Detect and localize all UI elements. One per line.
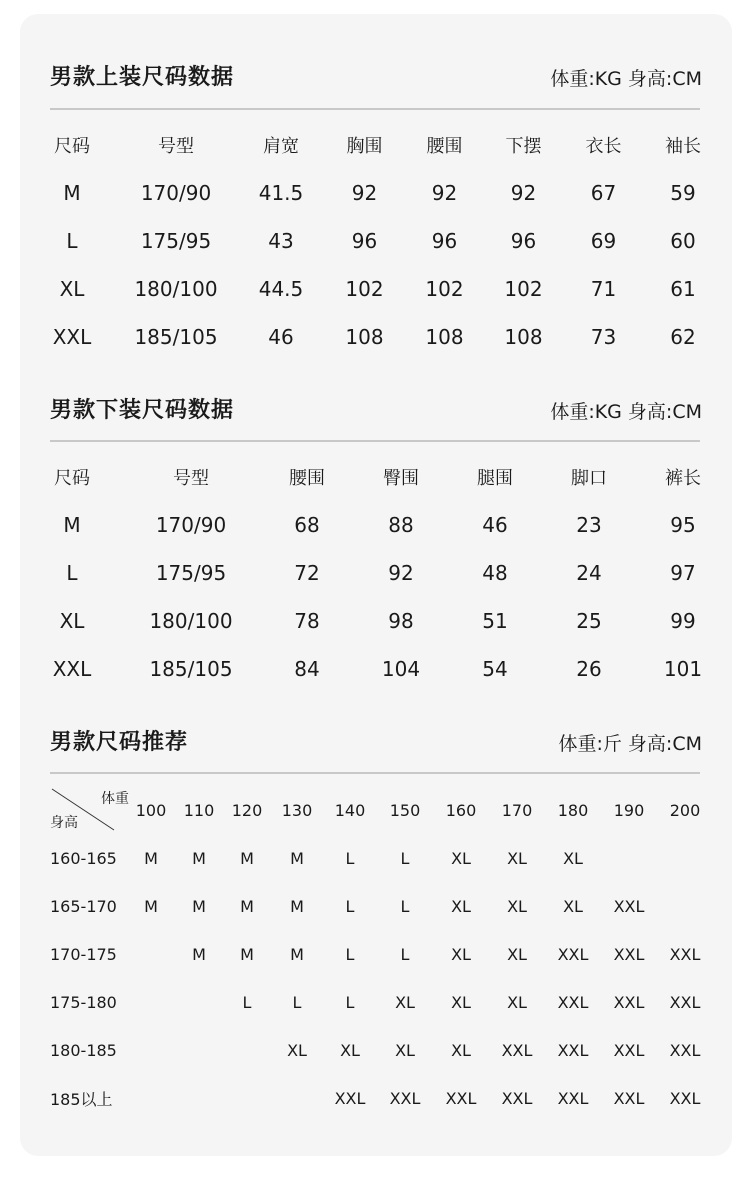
table-cell: 102 (345, 277, 384, 301)
table-cell: 104 (381, 657, 421, 681)
table-cell: 24 (576, 561, 602, 585)
height-range-label: 175-180 (50, 992, 117, 1012)
table-cell: 175/95 (155, 561, 227, 585)
tops-divider (50, 108, 700, 110)
size-cell: XXL (613, 992, 645, 1012)
table-cell: 92 (431, 181, 458, 205)
table-cell: 92 (351, 181, 378, 205)
table-cell: 68 (294, 513, 320, 537)
column-header: 腰围 (426, 136, 463, 157)
size-cell: XL (340, 1040, 360, 1060)
table-cell: 26 (576, 657, 602, 681)
table-row (32, 1026, 722, 1074)
table-row (32, 265, 722, 313)
table-cell: XXL (52, 657, 92, 681)
table-cell: 170/90 (140, 181, 212, 205)
size-cell: XXL (334, 1088, 366, 1108)
table-row (32, 549, 722, 597)
table-cell: 54 (482, 657, 508, 681)
table-cell: 92 (388, 561, 414, 585)
size-cell: M (290, 848, 304, 868)
size-cell: XL (563, 896, 583, 916)
size-cell: XXL (669, 992, 701, 1012)
weight-header: 170 (501, 800, 533, 820)
weight-header: 150 (389, 800, 421, 820)
table-cell: 102 (504, 277, 543, 301)
table-row (32, 978, 722, 1026)
size-cell: XXL (557, 992, 589, 1012)
weight-header: 180 (557, 800, 589, 820)
table-cell: 78 (294, 609, 320, 633)
bottoms-size-table (32, 453, 722, 693)
table-cell: M (63, 513, 81, 537)
table-cell: 170/90 (155, 513, 227, 537)
weight-header-row (32, 786, 722, 834)
table-cell: 84 (294, 657, 320, 681)
size-cell: XL (451, 896, 471, 916)
size-cell: XL (395, 1040, 415, 1060)
table-row (32, 645, 722, 693)
size-cell: L (345, 848, 355, 868)
size-cell: XXL (389, 1088, 421, 1108)
table-cell: 95 (670, 513, 696, 537)
recommend-unit-note: 体重:斤 身高:CM (558, 733, 702, 755)
table-cell: XXL (52, 325, 92, 349)
column-header: 下摆 (505, 136, 542, 157)
recommend-section-title: 男款尺码推荐 (50, 730, 189, 755)
size-cell: L (345, 896, 355, 916)
column-header: 肩宽 (263, 136, 299, 157)
weight-header: 110 (183, 800, 215, 820)
size-cell: XXL (613, 944, 645, 964)
height-range-label: 160-165 (50, 848, 117, 868)
table-cell: 62 (670, 325, 696, 349)
table-cell: L (66, 561, 78, 585)
height-range-label: 170-175 (50, 944, 117, 964)
table-cell: 23 (576, 513, 602, 537)
weight-header: 160 (445, 800, 477, 820)
table-cell: 108 (345, 325, 384, 349)
size-cell: XXL (613, 1088, 645, 1108)
size-cell: M (192, 944, 206, 964)
size-cell: L (400, 944, 410, 964)
table-cell: 180/100 (149, 609, 233, 633)
size-recommend-table (32, 786, 722, 1122)
bottoms-section-title: 男款下装尺码数据 (50, 398, 235, 423)
size-cell: XXL (669, 1088, 701, 1108)
table-cell: XL (59, 277, 85, 301)
table-row (32, 597, 722, 645)
table-cell: 41.5 (258, 181, 304, 205)
size-cell: M (290, 944, 304, 964)
size-cell: L (400, 848, 410, 868)
weight-header: 120 (231, 800, 263, 820)
column-header: 腰围 (289, 468, 325, 489)
table-cell: 46 (482, 513, 508, 537)
column-header: 尺码 (54, 468, 90, 489)
table-cell: M (63, 181, 81, 205)
table-row (32, 313, 722, 361)
table-cell: 72 (294, 561, 320, 585)
column-header: 裤长 (665, 468, 701, 489)
size-cell: XXL (669, 944, 701, 964)
column-header: 号型 (158, 136, 194, 157)
size-cell: XXL (557, 944, 589, 964)
size-cell: XXL (557, 1040, 589, 1060)
header-row (32, 453, 722, 501)
table-cell: 61 (670, 277, 696, 301)
size-cell: XXL (669, 1040, 701, 1060)
table-cell: 43 (268, 229, 294, 253)
table-cell: 69 (590, 229, 617, 253)
table-cell: 108 (425, 325, 464, 349)
size-cell: XL (507, 992, 527, 1012)
tops-unit-note: 体重:KG 身高:CM (550, 68, 702, 90)
size-cell: XXL (613, 896, 645, 916)
table-cell: 60 (670, 229, 696, 253)
table-cell: 108 (504, 325, 543, 349)
table-row (32, 834, 722, 882)
size-cell: M (240, 848, 254, 868)
size-cell: L (400, 896, 410, 916)
size-cell: M (290, 896, 304, 916)
height-range-label: 180-185 (50, 1040, 117, 1060)
size-cell: XXL (613, 1040, 645, 1060)
size-cell: XL (451, 848, 471, 868)
tops-size-table (32, 121, 722, 361)
column-header: 袖长 (665, 136, 701, 157)
size-cell: XL (563, 848, 583, 868)
header-row (32, 121, 722, 169)
size-cell: L (345, 944, 355, 964)
table-cell: 96 (431, 229, 458, 253)
column-header: 尺码 (54, 136, 90, 157)
table-cell: 88 (388, 513, 414, 537)
weight-header: 190 (613, 800, 645, 820)
recommend-divider (50, 772, 700, 774)
table-row (32, 882, 722, 930)
size-cell: XL (507, 896, 527, 916)
size-cell: XL (451, 1040, 471, 1060)
weight-header: 130 (281, 800, 313, 820)
corner-weight-label: 体重 (101, 791, 129, 807)
table-cell: 48 (482, 561, 508, 585)
table-cell: 99 (670, 609, 696, 633)
weight-header: 200 (669, 800, 701, 820)
table-cell: 51 (482, 609, 508, 633)
corner-header (50, 786, 135, 834)
table-row (32, 501, 722, 549)
table-cell: 73 (590, 325, 617, 349)
bottoms-unit-note: 体重:KG 身高:CM (550, 401, 702, 423)
table-cell: 98 (388, 609, 414, 633)
size-cell: XXL (557, 1088, 589, 1108)
size-cell: M (240, 944, 254, 964)
table-cell: 101 (663, 657, 703, 681)
table-cell: L (66, 229, 78, 253)
size-cell: M (240, 896, 254, 916)
table-cell: 92 (510, 181, 537, 205)
tops-section-title: 男款上装尺码数据 (50, 65, 235, 90)
size-cell: XL (395, 992, 415, 1012)
height-range-label: 165-170 (50, 896, 117, 916)
size-cell: XXL (445, 1088, 477, 1108)
table-cell: 71 (590, 277, 617, 301)
size-cell: L (345, 992, 355, 1012)
size-cell: M (192, 896, 206, 916)
weight-header: 100 (135, 800, 167, 820)
table-row (32, 930, 722, 978)
column-header: 胸围 (346, 136, 383, 157)
size-cell: XXL (501, 1040, 533, 1060)
table-cell: 97 (670, 561, 696, 585)
table-cell: 102 (425, 277, 464, 301)
table-row (32, 169, 722, 217)
column-header: 号型 (173, 468, 209, 489)
table-cell: 25 (576, 609, 602, 633)
size-cell: M (192, 848, 206, 868)
size-cell: XL (451, 944, 471, 964)
table-cell: XL (59, 609, 85, 633)
table-row (32, 217, 722, 265)
table-cell: 185/105 (134, 325, 218, 349)
table-cell: 96 (510, 229, 537, 253)
table-row (32, 1074, 722, 1122)
table-cell: 96 (351, 229, 378, 253)
size-cell: XL (451, 992, 471, 1012)
table-cell: 67 (590, 181, 617, 205)
height-range-label: 185以上 (50, 1089, 113, 1109)
bottoms-divider (50, 440, 700, 442)
column-header: 腿围 (477, 468, 513, 489)
size-cell: XL (287, 1040, 307, 1060)
size-cell: M (144, 896, 158, 916)
size-cell: L (242, 992, 252, 1012)
column-header: 衣长 (585, 136, 622, 157)
table-cell: 46 (268, 325, 294, 349)
size-cell: M (144, 848, 158, 868)
size-cell: XL (507, 848, 527, 868)
size-cell: L (292, 992, 302, 1012)
weight-header: 140 (334, 800, 366, 820)
corner-height-label: 身高 (50, 815, 78, 831)
table-cell: 175/95 (140, 229, 212, 253)
column-header: 臀围 (383, 468, 419, 489)
size-cell: XL (507, 944, 527, 964)
table-cell: 185/105 (149, 657, 233, 681)
table-cell: 59 (670, 181, 696, 205)
column-header: 脚口 (571, 468, 607, 489)
table-cell: 180/100 (134, 277, 218, 301)
size-cell: XXL (501, 1088, 533, 1108)
table-cell: 44.5 (258, 277, 304, 301)
